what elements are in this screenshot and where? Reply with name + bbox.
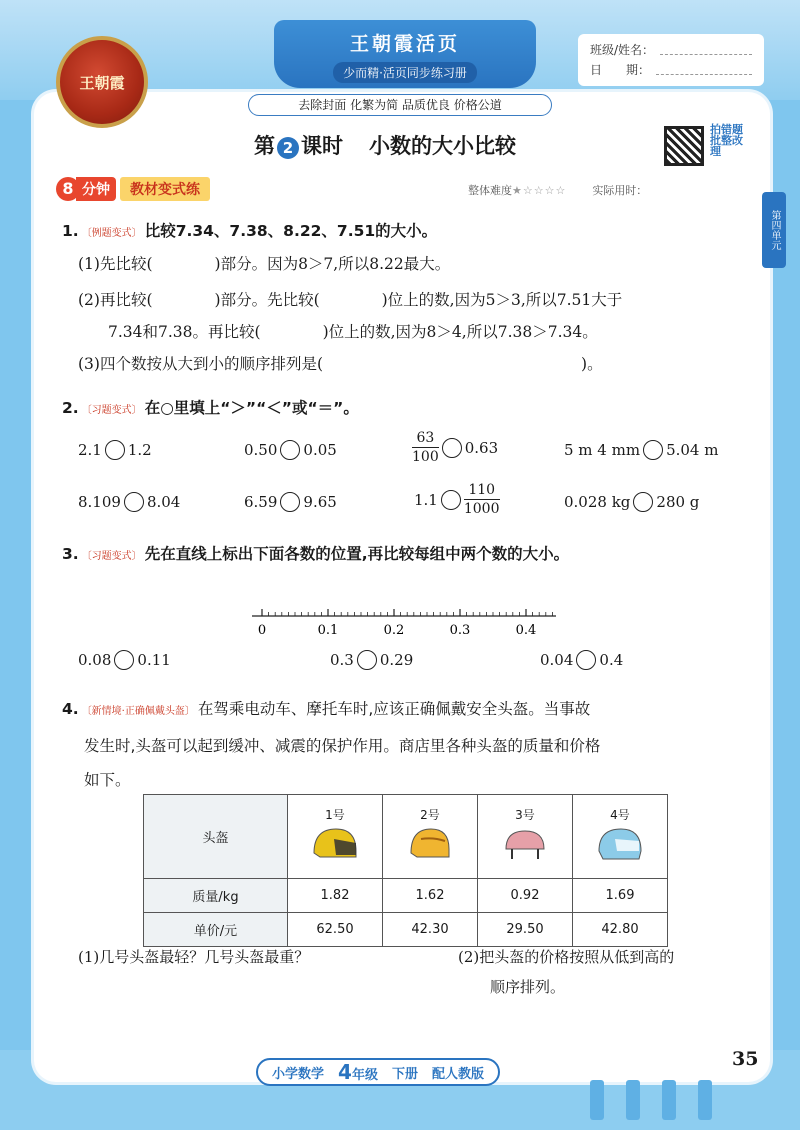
- binding-tabs: [590, 1080, 712, 1120]
- question-tag: 〔习题变式〕: [81, 551, 142, 562]
- q1-line-4: [78, 352, 603, 374]
- helmet-number: 3号: [515, 808, 535, 822]
- answer-circle[interactable]: [643, 440, 663, 460]
- footer-subject: 小学数学: [272, 1066, 325, 1082]
- price-cell: 62.50: [288, 913, 383, 947]
- left-value: 1.1: [414, 490, 438, 509]
- question-2: [62, 397, 359, 422]
- helmet-strap: [512, 849, 538, 859]
- question-text: 在驾乘电动车、摩托车时,应该正确佩戴安全头盔。当事故: [197, 700, 591, 718]
- answer-circle[interactable]: [280, 440, 300, 460]
- answer-circle[interactable]: [633, 492, 653, 512]
- question-text: 如下。: [84, 771, 131, 789]
- number-line-label: 0.4: [515, 623, 537, 638]
- number-line-label: 0.2: [383, 623, 405, 638]
- brand-logo: [56, 36, 148, 128]
- unit-side-tab: 第四单元: [762, 192, 786, 268]
- question-text: 在○里填上“＞”“＜”或“＝”。: [144, 399, 359, 417]
- helmet-shell: [506, 831, 544, 849]
- compare-item: [414, 482, 500, 517]
- difficulty-label: 整体难度: [468, 184, 512, 197]
- question-text: 比较7.34、7.38、8.22、7.51的大小。: [144, 222, 438, 240]
- compare-item: [78, 492, 180, 512]
- time-used-label: 实际用时：: [592, 184, 648, 197]
- left-value: 8.109: [78, 493, 121, 511]
- q1-text: (3)四个数按从大到小的顺序排列是(: [78, 355, 324, 373]
- right-value: 0.29: [379, 651, 414, 669]
- left-value: 0.08: [78, 651, 112, 669]
- helmet-table: [143, 794, 668, 947]
- left-value: 0.028 kg: [564, 493, 631, 511]
- binding-tab: [590, 1080, 604, 1120]
- date-field[interactable]: [656, 60, 752, 75]
- fraction-bar: [464, 499, 500, 500]
- helmet-number: 2号: [420, 808, 440, 822]
- compare-item: [244, 440, 337, 460]
- question-text: 先在直线上标出下面各数的位置,再比较每组中两个数的大小。: [144, 545, 570, 563]
- compare-item: [78, 440, 152, 460]
- qr-caption: 拍错题批整改理: [710, 123, 743, 158]
- q4-sub-2: [458, 942, 674, 1002]
- left-value: 5 m 4 mm: [564, 441, 641, 459]
- brand-banner: [274, 20, 536, 88]
- number-line-label: 0: [257, 623, 267, 638]
- binding-tab: [626, 1080, 640, 1120]
- price-cell: 42.30: [383, 913, 478, 947]
- left-value: 2.1: [78, 441, 102, 459]
- logo-text: 王朝霞: [79, 73, 125, 92]
- q1-text: )位上的数,因为5＞3,所以7.51大于: [381, 291, 623, 309]
- practice-name: 教材变式练: [120, 177, 210, 201]
- mass-label: 质量/kg: [144, 879, 288, 913]
- numerator: 63: [416, 430, 435, 446]
- q1-text: )位上的数,因为8＞4,所以7.38＞7.34。: [322, 323, 598, 341]
- question-number: 4.: [62, 700, 79, 718]
- compare-item: [564, 492, 699, 512]
- class-name-label: 班级/姓名：: [590, 43, 655, 57]
- lesson-suffix: 课时: [301, 134, 343, 158]
- q1-text: (1)先比较(: [78, 255, 153, 273]
- right-value: 0.05: [303, 441, 337, 459]
- question-number: 2.: [62, 399, 79, 417]
- price-label: 单价/元: [144, 913, 288, 947]
- minutes-unit: 分钟: [76, 177, 116, 201]
- compare-item: [78, 650, 171, 670]
- answer-circle[interactable]: [442, 438, 462, 458]
- q1-line-2: [78, 288, 622, 310]
- mass-cell: 1.69: [573, 879, 668, 913]
- footer-grade-suffix: 年级: [351, 1068, 378, 1083]
- question-tag: 〔例题变式〕: [81, 228, 142, 239]
- class-name-field[interactable]: [660, 40, 752, 55]
- compare-item: [244, 492, 337, 512]
- helmet-cell: [573, 795, 668, 879]
- footer-book-info: [256, 1058, 500, 1086]
- left-value: 0.50: [244, 441, 278, 459]
- denominator: 1000: [463, 501, 500, 517]
- binding-tab: [662, 1080, 676, 1120]
- difficulty-stars: ★☆☆☆☆: [512, 184, 567, 197]
- right-value: 5.04 m: [666, 441, 719, 459]
- helmet-2-icon: [405, 825, 455, 863]
- helmet-shell: [411, 829, 449, 857]
- right-value: 280 g: [656, 493, 700, 511]
- answer-circle[interactable]: [441, 490, 461, 510]
- q1-text: (2)再比较(: [78, 291, 153, 309]
- right-value: 0.11: [137, 651, 171, 669]
- right-value: 0.4: [599, 651, 624, 669]
- q4-sub-2-text: 顺序排列。: [490, 978, 566, 996]
- numerator: 110: [468, 482, 496, 498]
- table-row-header: 头盔: [144, 795, 288, 879]
- student-info-box: [578, 34, 764, 86]
- left-value: 6.59: [244, 493, 278, 511]
- footer-volume: 下册: [391, 1066, 418, 1082]
- helmet-3-icon: [500, 825, 550, 863]
- compare-item: [540, 650, 623, 670]
- footer-grade: 4: [338, 1060, 352, 1084]
- fraction: [412, 430, 439, 465]
- number-line-labels: [258, 623, 536, 638]
- banner-title: 王朝霞活页: [349, 33, 460, 55]
- number-line-label: 0.1: [317, 623, 339, 638]
- answer-circle[interactable]: [280, 492, 300, 512]
- question-4: [62, 692, 752, 797]
- fraction: [464, 482, 500, 517]
- helmet-cell: [288, 795, 383, 879]
- helmet-visor: [615, 839, 639, 851]
- q4-sub-1: (1)几号头盔最轻？几号头盔最重？: [78, 948, 310, 966]
- left-value: 0.3: [330, 651, 354, 669]
- compare-item: [330, 650, 413, 670]
- lesson-prefix: 第: [254, 134, 275, 158]
- q1-line-3: [108, 320, 598, 342]
- lesson-number: 2: [277, 137, 299, 159]
- minutes-badge: 8: [56, 177, 80, 201]
- answer-circle[interactable]: [357, 650, 377, 670]
- mass-cell: 1.62: [383, 879, 478, 913]
- practice-bar: [56, 176, 210, 202]
- left-value: 0.04: [540, 651, 574, 669]
- price-cell: 29.50: [478, 913, 573, 947]
- q1-text: )。: [581, 355, 603, 373]
- helmet-cell: [383, 795, 478, 879]
- answer-circle[interactable]: [114, 650, 134, 670]
- q4-sub-2-text: (2)把头盔的价格按照从低到高的: [458, 948, 675, 966]
- question-number: 1.: [62, 222, 79, 240]
- number-line[interactable]: [252, 608, 564, 640]
- q1-line-1: [78, 252, 450, 274]
- compare-item: [412, 430, 498, 465]
- mass-cell: 0.92: [478, 879, 573, 913]
- q1-text: )部分。先比较(: [214, 291, 320, 309]
- lesson-title: [254, 130, 516, 160]
- page-number: 35: [732, 1048, 759, 1070]
- banner-subtitle: 少而精·活页同步练习册: [333, 62, 477, 83]
- right-value: 9.65: [303, 493, 337, 511]
- right-value: 8.04: [146, 493, 181, 511]
- helmet-1-icon: [310, 825, 360, 863]
- lesson-topic: 小数的大小比较: [369, 134, 516, 158]
- difficulty-rating: [468, 182, 647, 198]
- denominator: 100: [412, 449, 439, 465]
- answer-circle[interactable]: [124, 492, 144, 512]
- helmet-number: 4号: [610, 808, 630, 822]
- helmet-cell: [478, 795, 573, 879]
- helmet-number: 1号: [325, 808, 345, 822]
- helmet-4-icon: [595, 825, 645, 863]
- question-tag: 〔新情境·正确佩戴头盔〕: [81, 706, 195, 717]
- question-1: [62, 220, 437, 245]
- footer-edition: 配人教版: [431, 1066, 484, 1082]
- compare-item: [564, 440, 718, 460]
- date-label: 日 期：: [590, 63, 651, 77]
- right-value: 0.63: [464, 438, 499, 457]
- question-tag: 〔习题变式〕: [81, 405, 142, 416]
- slogan: 去除封面 化繁为简 品质优良 价格公道: [248, 94, 552, 116]
- qr-code-icon[interactable]: [664, 126, 704, 166]
- binding-tab: [698, 1080, 712, 1120]
- fraction-bar: [412, 447, 439, 448]
- answer-circle[interactable]: [576, 650, 596, 670]
- number-line-ticks: [262, 609, 552, 616]
- right-value: 1.2: [127, 441, 152, 459]
- price-cell: 42.80: [573, 913, 668, 947]
- question-3: [62, 543, 569, 568]
- mass-cell: 1.82: [288, 879, 383, 913]
- q1-text: )部分。因为8＞7,所以8.22最大。: [214, 255, 451, 273]
- question-number: 3.: [62, 545, 79, 563]
- number-line-label: 0.3: [449, 623, 471, 638]
- q1-text: 7.34和7.38。再比较(: [108, 323, 261, 341]
- question-text: 发生时,头盔可以起到缓冲、减震的保护作用。商店里各种头盔的质量和价格: [84, 737, 601, 755]
- answer-circle[interactable]: [105, 440, 125, 460]
